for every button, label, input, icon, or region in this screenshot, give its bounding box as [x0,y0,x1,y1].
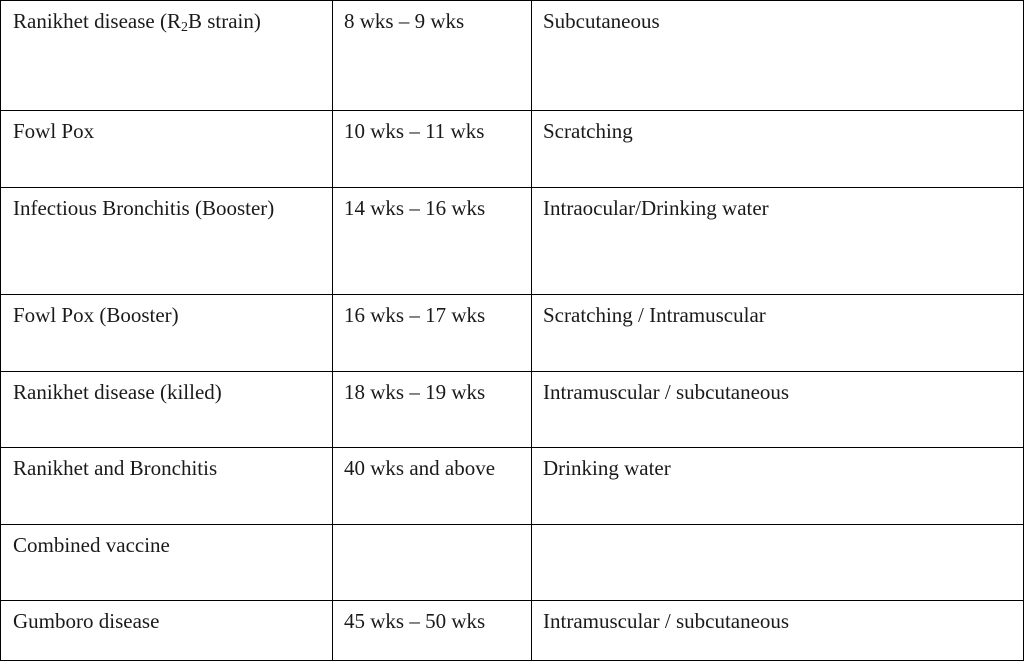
age-cell: 10 wks – 11 wks [333,111,532,188]
age-cell: 8 wks – 9 wks [333,1,532,111]
route-cell: Subcutaneous [532,1,1024,111]
age-cell: 40 wks and above [333,448,532,525]
disease-cell: Infectious Bronchitis (Booster) [1,188,333,295]
route-cell: Intramuscular / subcutaneous [532,372,1024,448]
route-cell: Intramuscular / subcutaneous [532,601,1024,661]
age-cell: 14 wks – 16 wks [333,188,532,295]
table-row [1,448,1024,525]
table-row [1,111,1024,188]
disease-name-prefix: Ranikhet disease (R [13,9,181,33]
table-row [1,1,1024,111]
disease-name-suffix: B strain) [187,9,261,33]
disease-cell [1,1,333,111]
route-cell: Scratching / Intramuscular [532,295,1024,372]
age-cell [333,525,532,601]
disease-cell: Ranikhet and Bronchitis [1,448,333,525]
table-row [1,372,1024,448]
route-cell [532,525,1024,601]
table-row [1,601,1024,661]
disease-cell: Fowl Pox [1,111,333,188]
table-row [1,295,1024,372]
subscript-text: 2 [180,20,188,35]
table-row [1,525,1024,601]
age-cell: 16 wks – 17 wks [333,295,532,372]
age-cell: 45 wks – 50 wks [333,601,532,661]
age-cell: 18 wks – 19 wks [333,372,532,448]
disease-cell: Fowl Pox (Booster) [1,295,333,372]
table-row [1,188,1024,295]
route-cell: Scratching [532,111,1024,188]
route-cell: Intraocular/Drinking water [532,188,1024,295]
disease-cell: Gumboro disease [1,601,333,661]
route-cell: Drinking water [532,448,1024,525]
disease-cell: Ranikhet disease (killed) [1,372,333,448]
disease-cell: Combined vaccine [1,525,333,601]
